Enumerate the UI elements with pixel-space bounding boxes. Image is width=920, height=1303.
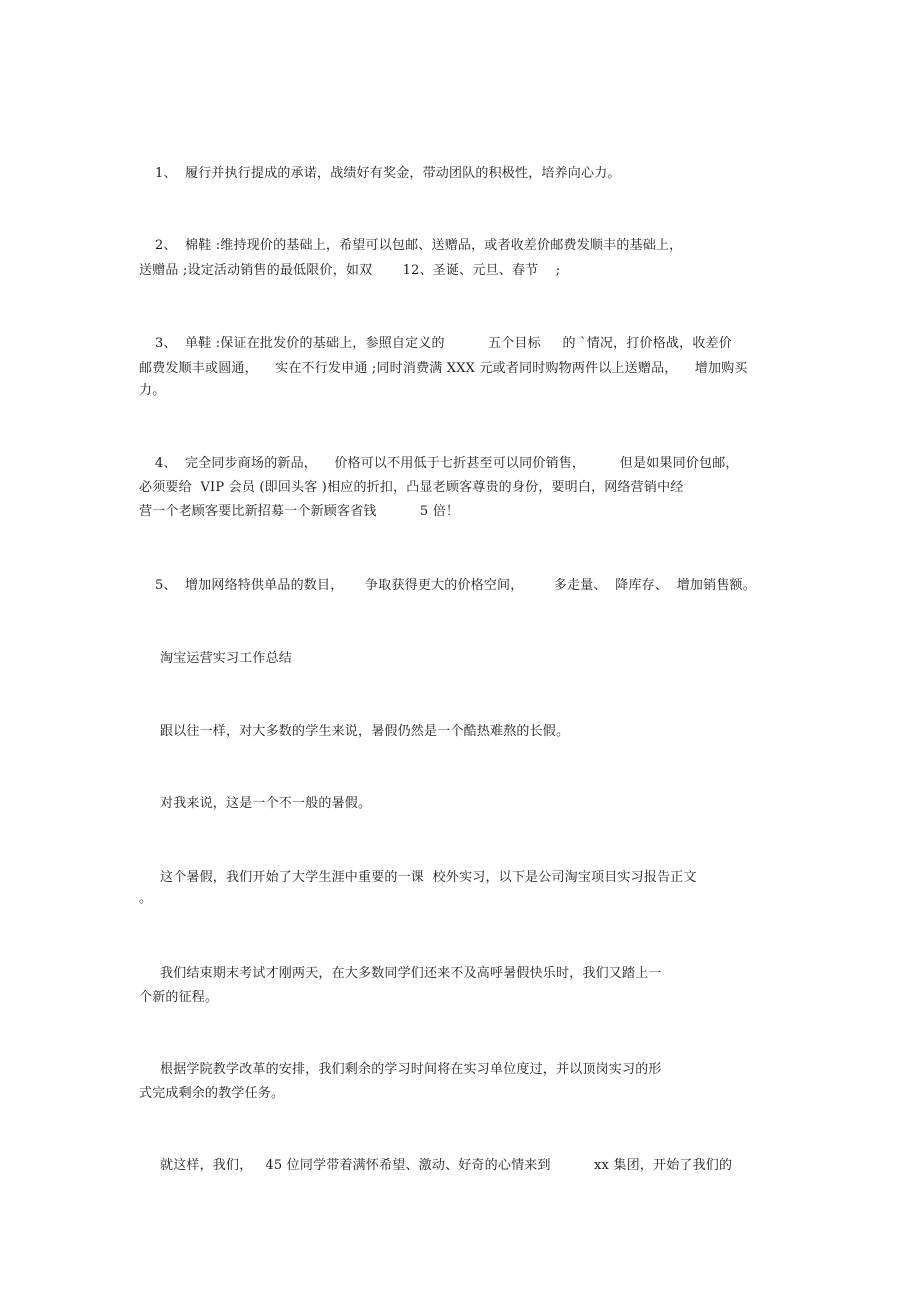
item-3-line-1: 单鞋 :保证在批发价的基础上，参照自定义的 五个目标 的 `情况，打价格战，收差价 bbox=[185, 336, 732, 351]
item-1-line-1: 履行并执行提成的承诺，战绩好有奖金，带动团队的积极性，培养向心力。 bbox=[185, 166, 621, 181]
section-heading: 淘宝运营实习工作总结 bbox=[160, 651, 293, 666]
item-2-line-2: 送赠品 ;设定活动销售的最低限价，如双 12、圣诞、元旦、春节 ; bbox=[139, 263, 561, 278]
paragraph-3-line-2: 。 bbox=[139, 891, 153, 906]
item-5-number: 5、 bbox=[155, 578, 177, 593]
item-2-line-1: 棉鞋 :维持现价的基础上，希望可以包邮、送赠品，或者收差价邮费发顺丰的基础上， bbox=[185, 238, 683, 253]
item-4-line-1: 完全同步商场的新品， 价格可以不用低于七折甚至可以同价销售， 但是如果同价包邮， bbox=[185, 456, 739, 471]
item-1-number: 1、 bbox=[155, 166, 177, 181]
paragraph-6-line-1: 就这样，我们， 45 位同学带着满怀希望、激动、好奇的心情来到 xx 集团，开始了我们的 bbox=[160, 1158, 733, 1173]
item-4-line-2: 必须要给 VIP 会员 (即回头客 )相应的折扣，凸显老顾客尊贵的身份，要明白，网络营销中经 bbox=[139, 480, 684, 495]
item-2-number: 2、 bbox=[155, 238, 177, 253]
item-3-line-3: 力。 bbox=[139, 383, 166, 398]
paragraph-1-line-1: 跟以往一样，对大多数的学生来说，暑假仍然是一个酷热难熬的长假。 bbox=[160, 724, 570, 739]
paragraph-5-line-2: 式完成剩余的教学任务。 bbox=[139, 1086, 285, 1101]
paragraph-2-line-1: 对我来说，这是一个不一般的暑假。 bbox=[160, 796, 372, 811]
paragraph-4-line-2: 个新的征程。 bbox=[139, 990, 219, 1005]
item-4-number: 4、 bbox=[155, 456, 177, 471]
item-3-number: 3、 bbox=[155, 336, 177, 351]
paragraph-3-line-1: 这个暑假，我们开始了大学生涯中重要的一课 校外实习，以下是公司淘宝项目实习报告正文 bbox=[160, 870, 697, 885]
paragraph-5-line-1: 根据学院教学改革的安排，我们剩余的学习时间将在实习单位度过，并以顶岗实习的形 bbox=[160, 1062, 662, 1077]
item-4-line-3: 营一个老顾客要比新招募一个新顾客省钱 5 倍！ bbox=[139, 504, 460, 519]
item-5-line-1: 增加网络特供单品的数目， 争取获得更大的价格空间， 多走量、 降库存、 增加销售额。 bbox=[185, 578, 756, 593]
paragraph-4-line-1: 我们结束期末考试才刚两天，在大多数同学们还来不及高呼暑假快乐时，我们又踏上一 bbox=[160, 966, 662, 981]
item-3-line-2: 邮费发顺丰或圆通， 实在不行发申通 ;同时消费满 XXX 元或者同时购物两件以上送赠品， 增加购买 bbox=[139, 361, 748, 376]
